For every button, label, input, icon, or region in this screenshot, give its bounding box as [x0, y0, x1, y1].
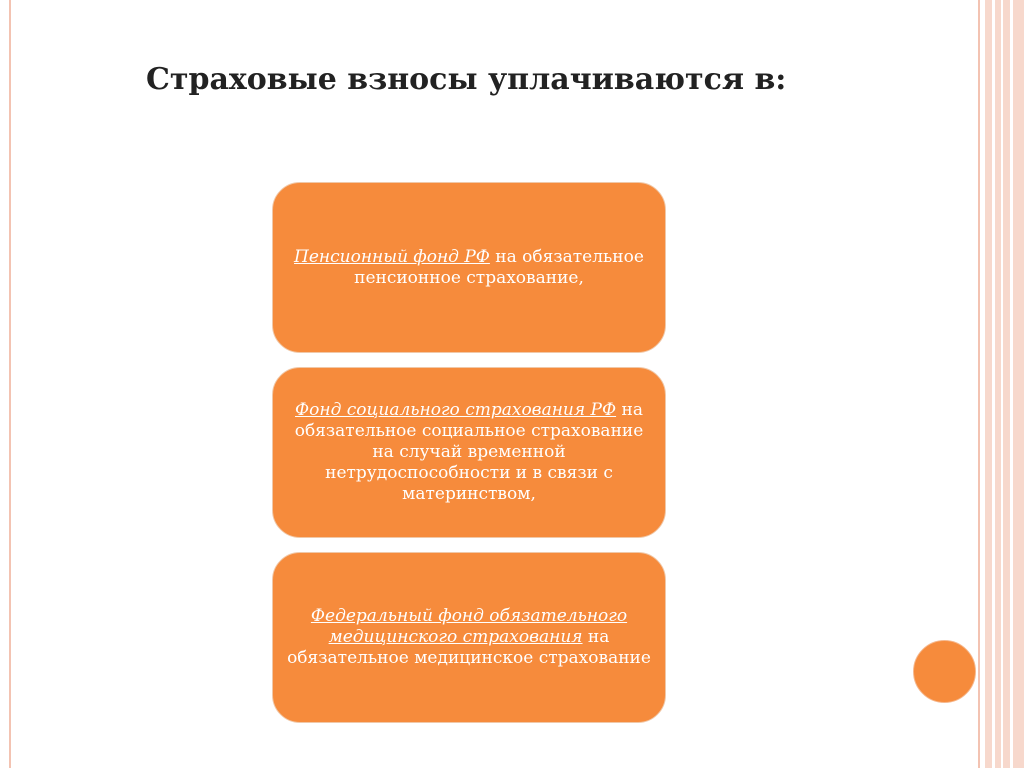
frame-left-line — [9, 0, 11, 768]
medical-insurance-fund-text — [287, 606, 651, 669]
stripe-1 — [992, 0, 995, 768]
pension-fund-link[interactable]: Пенсионный фонд РФ — [294, 246, 490, 267]
social-insurance-fund-link[interactable]: Фонд социального страхования РФ — [295, 400, 617, 420]
frame-right-line — [978, 0, 980, 768]
social-insurance-fund-box — [272, 367, 666, 538]
right-decorative-stripes — [985, 0, 1024, 768]
stripe-2 — [1001, 0, 1003, 768]
stripe-3 — [1010, 0, 1013, 768]
medical-insurance-fund-box — [272, 552, 666, 723]
slide-title: Страховые взносы уплачиваются в: — [146, 62, 787, 97]
decorative-circle — [913, 640, 976, 703]
medical-insurance-fund-description: на обязательное медицинское страхование — [287, 627, 651, 668]
pension-fund-description: на обязательное пенсионное страхование, — [354, 246, 644, 288]
medical-insurance-fund-link[interactable]: Федеральный фонд обязательного медицинского страхования — [310, 606, 628, 647]
pension-fund-box — [272, 182, 666, 353]
social-insurance-fund-description: на обязательное социальное страхование на случай временной нетрудоспособности и в связи с материнством, — [294, 400, 644, 504]
pension-fund-text — [287, 247, 651, 289]
social-insurance-fund-text — [287, 400, 651, 505]
